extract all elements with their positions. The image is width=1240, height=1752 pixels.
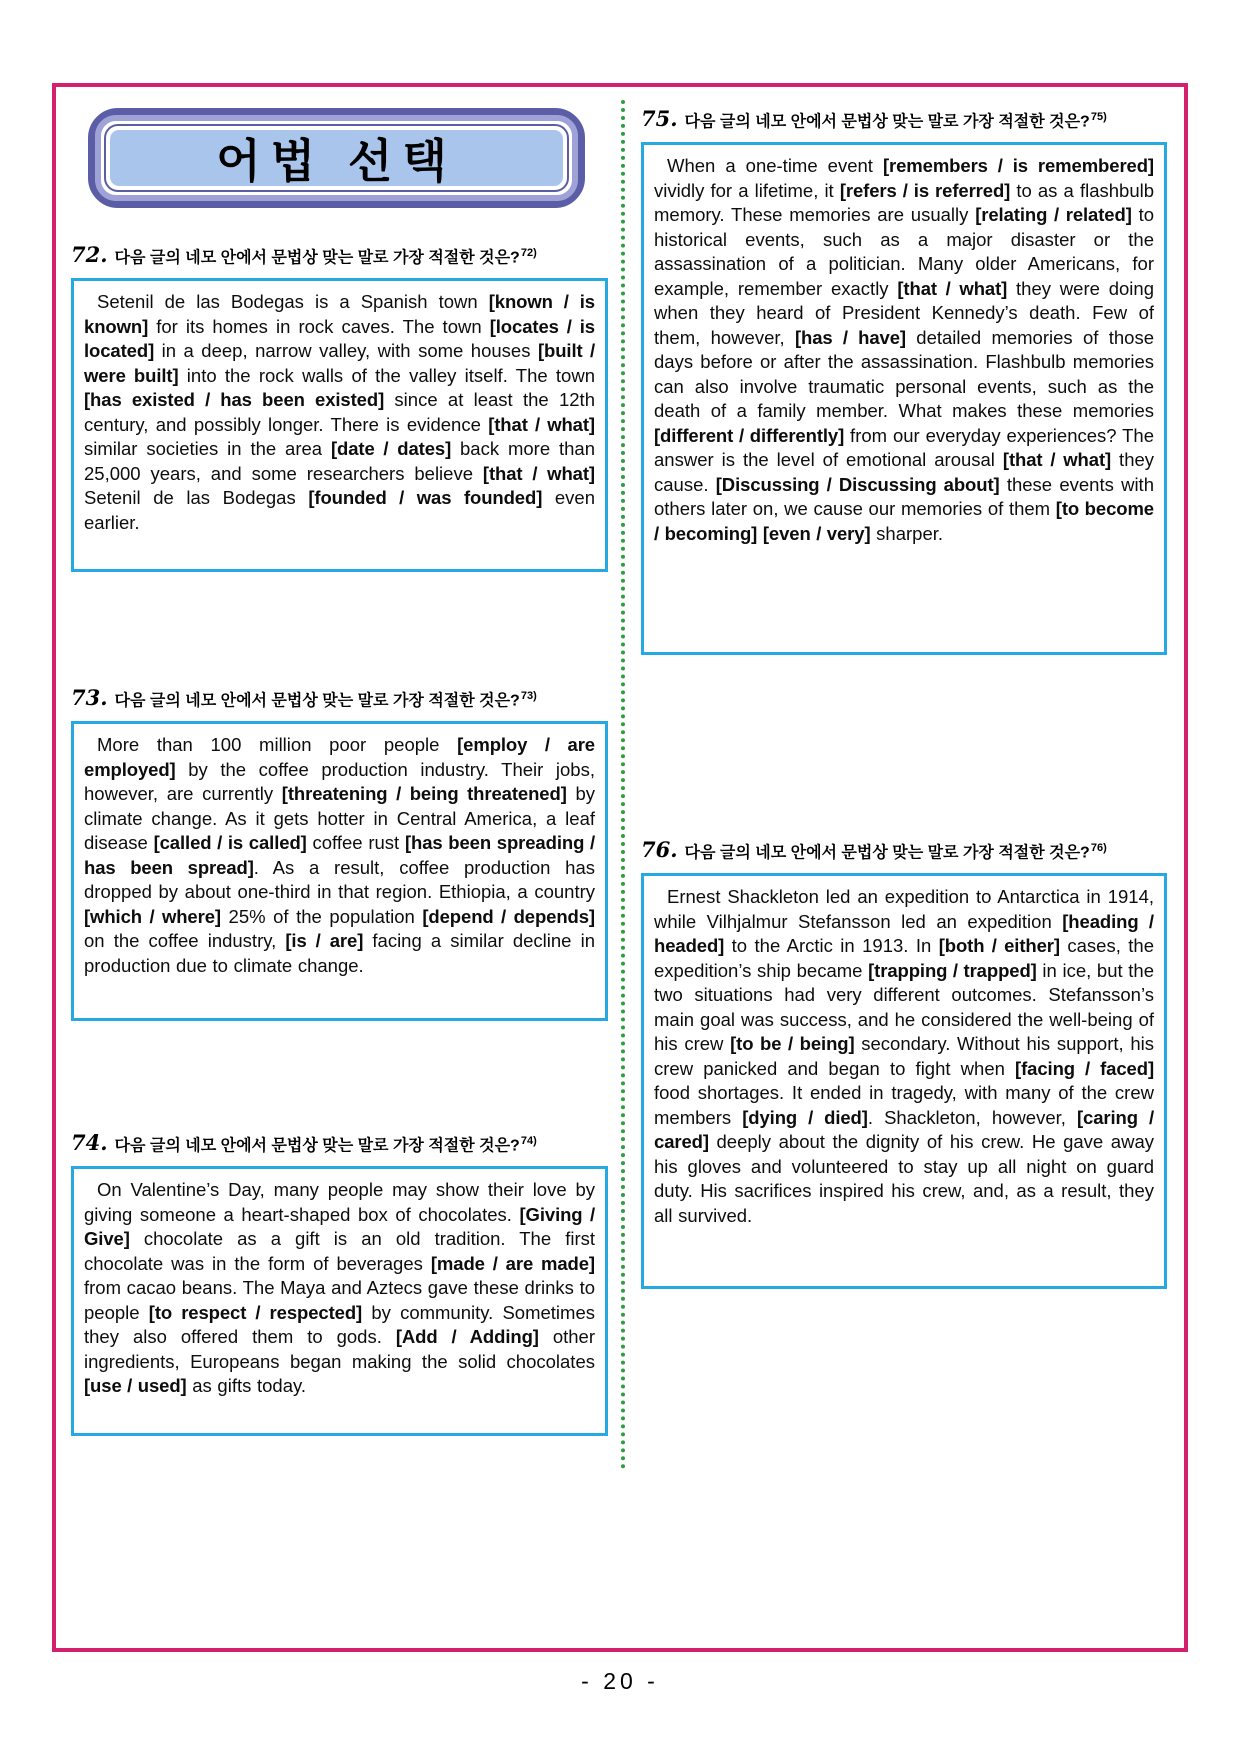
question-75 xyxy=(641,104,1167,655)
question-76 xyxy=(641,835,1167,1289)
question-73-passage-box xyxy=(71,721,608,1021)
section-title-ring-inner xyxy=(104,124,569,192)
question-74-prompt: 다음 글의 네모 안에서 문법상 맞는 말로 가장 적절한 것은? xyxy=(114,1137,520,1155)
question-72-ref: 72) xyxy=(520,247,537,259)
page-number: - 20 - xyxy=(581,1668,659,1694)
question-74-ref: 74) xyxy=(520,1135,537,1147)
question-72-passage-box xyxy=(71,278,608,572)
question-72 xyxy=(71,240,608,572)
section-title-box xyxy=(88,108,585,208)
question-75-passage-box xyxy=(641,142,1167,655)
question-75-ref: 75) xyxy=(1090,111,1107,123)
question-75-heading xyxy=(641,104,1167,135)
section-title-ring-outer xyxy=(95,115,578,201)
column-divider xyxy=(621,100,625,1470)
question-72-heading xyxy=(71,240,608,271)
question-73-prompt: 다음 글의 네모 안에서 문법상 맞는 말로 가장 적절한 것은? xyxy=(114,692,520,710)
question-73-ref: 73) xyxy=(520,690,537,702)
question-75-number: 75. xyxy=(641,106,678,132)
question-74-heading xyxy=(71,1128,608,1159)
question-74-passage-box xyxy=(71,1166,608,1436)
question-74-number: 74. xyxy=(71,1130,108,1156)
question-75-prompt: 다음 글의 네모 안에서 문법상 맞는 말로 가장 적절한 것은? xyxy=(684,113,1090,131)
question-73-passage: More than 100 million poor people [employ / are employed] by the coffee production industry. Their jobs, however, are currently [threatening / being threatened] by climate change. As it gets hotter in Central America, a leaf disease [called / is called] coffee rust [has been spreading / has been spread]. As a result, coffee production has dropped by about one-third in that region. Ethiopia, a country [which / where] 25% of the population [depend / depends] on the coffee industry, [is / are] facing a similar decline in production due to climate change. xyxy=(84,734,595,976)
question-72-prompt: 다음 글의 네모 안에서 문법상 맞는 말로 가장 적절한 것은? xyxy=(114,249,520,267)
question-76-passage: Ernest Shackleton led an expedition to Antarctica in 1914, while Vilhjalmur Stefansson led an expedition [heading / headed] to the Arctic in 1913. In [both / either] cases, the expedition’s ship became [trapping / trapped] in ice, but the two situations had very different outcomes. Stefansson’s main goal was success, and he considered the well-being of his crew [to be / being] secondary. Without his support, his crew panicked and began to fight when [facing / faced] food shortages. It ended in tragedy, with many of the crew members [dying / died]. Shackleton, however, [caring / cared] deeply about the dignity of his crew. He gave away his gloves and volunteered to stay up all night on guard duty. His sacrifices inspired his crew, and, as a result, they all survived. xyxy=(654,886,1155,1226)
question-73-heading xyxy=(71,683,608,714)
question-72-number: 72. xyxy=(71,242,108,268)
question-76-ref: 76) xyxy=(1090,842,1107,854)
question-73 xyxy=(71,683,608,1021)
question-76-heading xyxy=(641,835,1167,866)
question-76-passage-box xyxy=(641,873,1167,1289)
question-73-number: 73. xyxy=(71,685,108,711)
question-72-passage: Setenil de las Bodegas is a Spanish town [known / is known] for its homes in rock caves. The town [locates / is located] in a deep, narrow valley, with some houses [built / were built] into the rock walls of the valley itself. The town [has existed / has been existed] since at least the 12th century, and possibly longer. There is evidence [that / what] similar societies in the area [date / dates] back more than 25,000 years, and some researchers believe [that / what] Setenil de las Bodegas [founded / was founded] even earlier. xyxy=(84,291,596,533)
question-76-prompt: 다음 글의 네모 안에서 문법상 맞는 말로 가장 적절한 것은? xyxy=(684,844,1090,862)
section-title: 어법 선택 xyxy=(216,135,457,187)
question-76-number: 76. xyxy=(641,837,678,863)
section-title-fill xyxy=(110,130,563,186)
question-74 xyxy=(71,1128,608,1436)
question-75-passage: When a one-time event [remembers / is remembered] vividly for a lifetime, it [refers / is referred] to as a flashbulb memory. These memories are usually [relating / related] to historical events, such as a major disaster or the assassination of a politician. Many older Americans, for example, remember exactly [that / what] they were doing when they heard of President Kennedy’s death. Few of them, however, [has / have] detailed memories of those days before or after the assassination. Flashbulb memories can also involve traumatic personal events, such as the death of a family member. What makes these memories [different / differently] from our everyday experiences? The answer is the level of emotional arousal [that / what] they cause. [Discussing / Discussing about] these events with others later on, we cause our memories of them [to become / becoming] [even / very] sharper. xyxy=(654,155,1155,544)
question-74-passage: On Valentine’s Day, many people may show their love by giving someone a heart-shaped box of chocolates. [Giving / Give] chocolate as a gift is an old tradition. The first chocolate was in the form of beverages [made / are made] from cacao beans. The Maya and Aztecs gave these drinks to people [to respect / respected] by community. Sometimes they also offered them to gods. [Add / Adding] other ingredients, Europeans began making the solid chocolates [use / used] as gifts today. xyxy=(84,1179,595,1397)
